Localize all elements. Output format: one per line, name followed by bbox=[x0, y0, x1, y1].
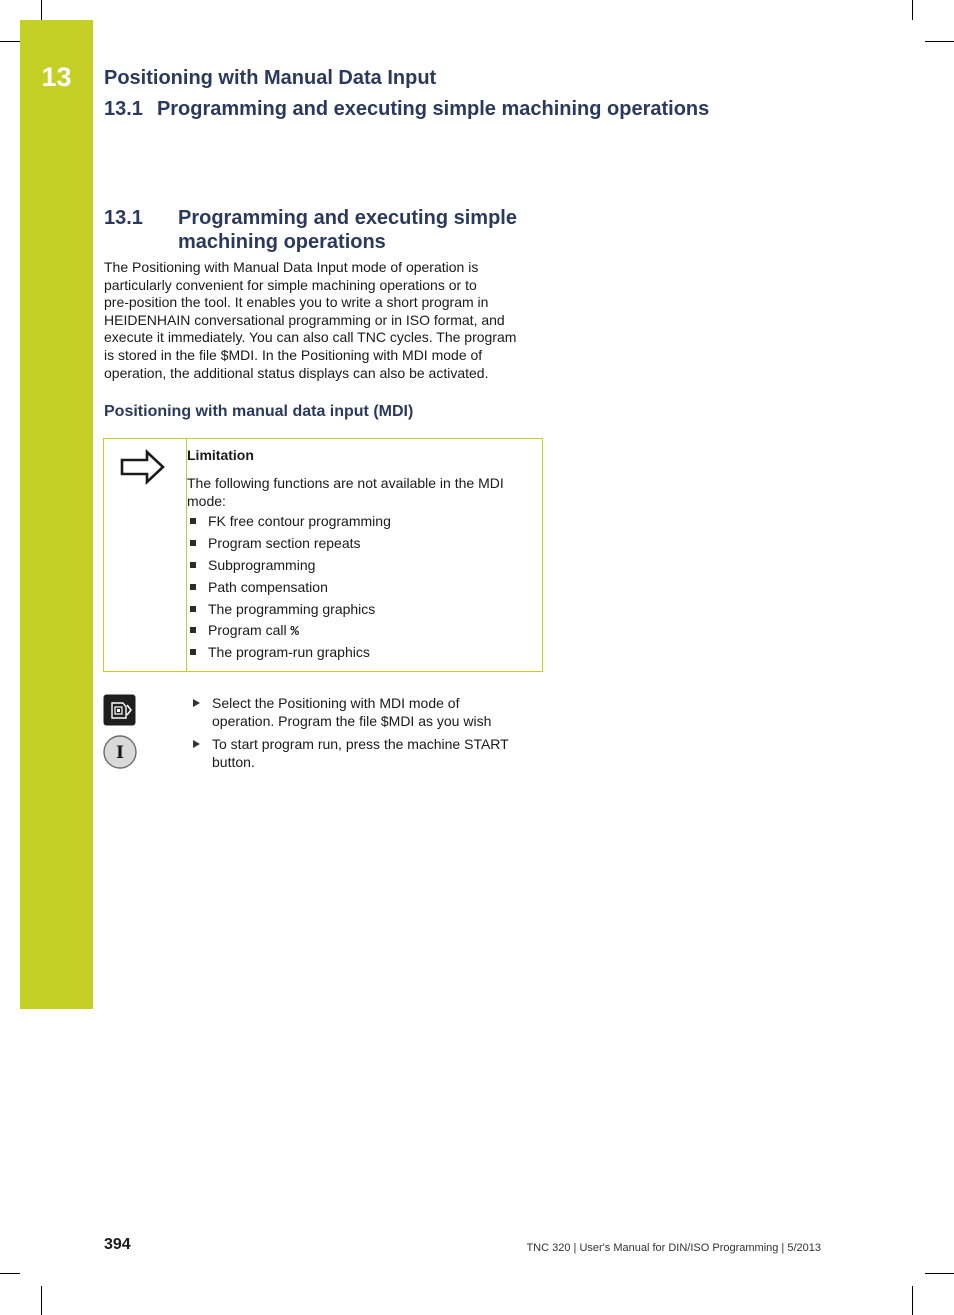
bullet-square-icon bbox=[190, 584, 196, 590]
bullet-square-icon bbox=[190, 562, 196, 568]
paragraph-line: HEIDENHAIN conversational programming or in ISO format, and bbox=[104, 311, 505, 328]
paragraph-line: particularly convenient for simple machining operations or to bbox=[104, 276, 477, 293]
crop-mark bbox=[912, 0, 913, 20]
list-item: Subprogramming bbox=[187, 556, 391, 578]
step-line: To start program run, press the machine START bbox=[212, 736, 509, 752]
list-item: FK free contour programming bbox=[187, 512, 391, 534]
running-section-number: 13.1 bbox=[104, 98, 143, 120]
mdi-mode-key-icon bbox=[103, 694, 136, 726]
step-line: Select the Positioning with MDI mode of bbox=[212, 695, 460, 711]
bullet-square-icon bbox=[190, 518, 196, 524]
list-item: Program section repeats bbox=[187, 534, 391, 556]
paragraph-line: is stored in the file $MDI. In the Positioning with MDI mode of bbox=[104, 346, 483, 363]
paragraph-line: pre-position the tool. It enables you to write a short program in bbox=[104, 294, 489, 311]
running-section-title: Programming and executing simple machining operations bbox=[156, 98, 710, 120]
page-number: 394 bbox=[104, 1236, 131, 1253]
list-item: Path compensation bbox=[187, 578, 391, 600]
crop-mark bbox=[925, 1273, 954, 1274]
start-key-shape bbox=[103, 735, 137, 769]
list-item: The program-run graphics bbox=[187, 643, 391, 665]
note-title: Limitation bbox=[187, 447, 254, 463]
bullet-square-icon bbox=[190, 649, 196, 655]
chapter-number: 13 bbox=[41, 62, 72, 92]
note-text-line: mode: bbox=[187, 492, 226, 509]
subsection-title: Positioning with manual data input (MDI) bbox=[104, 403, 414, 420]
limitation-note bbox=[103, 438, 543, 672]
step-item bbox=[191, 694, 551, 730]
triangle-bullet-icon bbox=[193, 699, 200, 707]
note-text-line: The following functions are not available in the MDI bbox=[187, 475, 504, 491]
note-text bbox=[187, 475, 532, 510]
start-key-glyph: I bbox=[116, 743, 124, 763]
bullet-square-icon bbox=[190, 606, 196, 612]
running-section-header bbox=[104, 98, 709, 121]
chapter-title: Positioning with Manual Data Input bbox=[104, 67, 437, 89]
crop-mark bbox=[41, 0, 42, 20]
crop-mark bbox=[41, 1286, 42, 1315]
crop-mark bbox=[912, 1286, 913, 1315]
bullet-square-icon bbox=[190, 627, 196, 633]
footer-text: TNC 320 | User's Manual for DIN/ISO Programming | 5/2013 bbox=[526, 1242, 821, 1254]
section-title bbox=[178, 206, 548, 254]
program-call-symbol: % bbox=[290, 624, 299, 641]
crop-mark bbox=[0, 41, 20, 42]
limitation-list bbox=[187, 512, 391, 665]
intro-paragraph bbox=[104, 259, 544, 382]
paragraph-line: The Positioning with Manual Data Input mode of operation is bbox=[104, 259, 479, 275]
section-title-line: Programming and executing simple bbox=[178, 207, 517, 229]
machine-start-key-icon bbox=[103, 735, 137, 769]
paragraph-line: execute it immediately. You can also call TNC cycles. The program bbox=[104, 329, 517, 346]
chapter-sidebar bbox=[20, 20, 93, 1009]
step-line: button. bbox=[212, 754, 255, 770]
section-title-line: machining operations bbox=[178, 231, 386, 253]
step-line: operation. Program the file $MDI as you wish bbox=[212, 713, 492, 729]
instruction-steps bbox=[191, 694, 551, 776]
section-number: 13.1 bbox=[104, 207, 143, 229]
crop-mark bbox=[925, 41, 954, 42]
step-item bbox=[191, 735, 551, 771]
crop-mark bbox=[0, 1273, 20, 1274]
triangle-bullet-icon bbox=[193, 740, 200, 748]
bullet-square-icon bbox=[190, 540, 196, 546]
list-item: Program call % bbox=[187, 621, 391, 643]
list-item: The programming graphics bbox=[187, 600, 391, 622]
right-arrow-icon bbox=[120, 449, 166, 485]
paragraph-line: operation, the additional status displays can also be activated. bbox=[104, 364, 489, 381]
